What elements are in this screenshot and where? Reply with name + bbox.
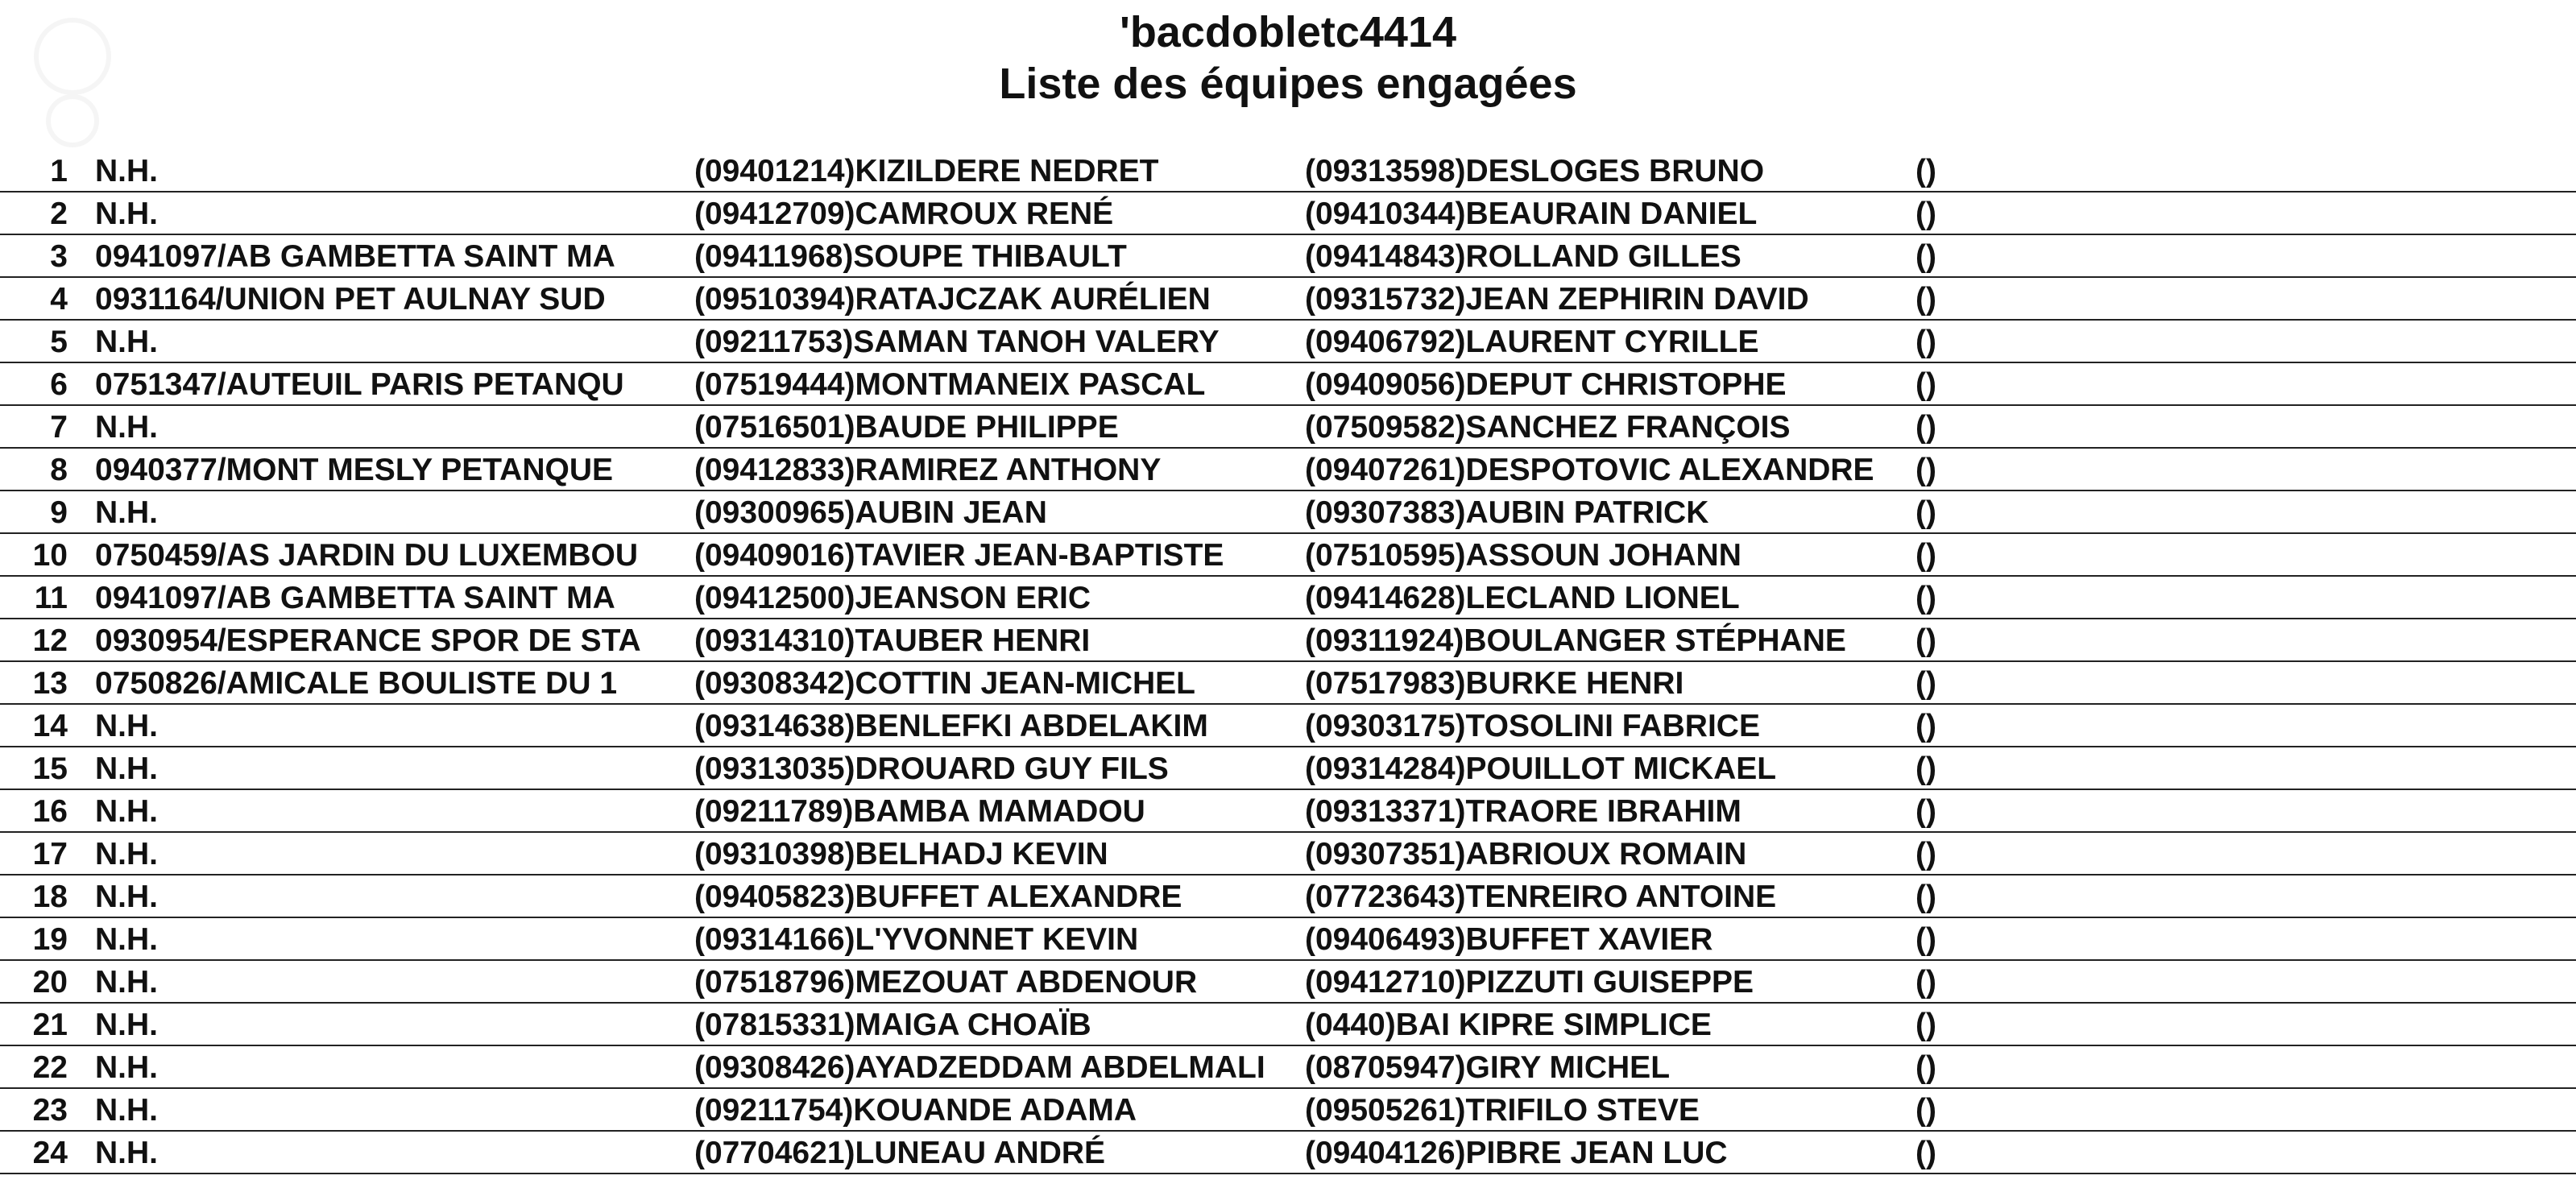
table-row [0, 534, 2576, 577]
team-club: N.H. [95, 495, 158, 530]
document-subtitle: Liste des équipes engagées [999, 60, 1577, 108]
team-number: 24 [32, 1136, 68, 1170]
team-player-1: (09314638)BENLEFKI ABDELAKIM [694, 709, 1208, 743]
team-club: 0940377/MONT MESLY PETANQUE [95, 453, 614, 487]
table-row [0, 790, 2576, 833]
team-number: 6 [50, 367, 68, 402]
team-number: 22 [32, 1050, 68, 1085]
team-club: N.H. [95, 922, 158, 957]
team-player-2: (09404126)PIBRE JEAN LUC [1305, 1136, 1728, 1170]
table-row [0, 705, 2576, 747]
team-player-1: (07519444)MONTMANEIX PASCAL [694, 367, 1206, 402]
team-club: 0750459/AS JARDIN DU LUXEMBOU [95, 538, 639, 573]
team-extra: () [1915, 1008, 1936, 1042]
team-club: 0941097/AB GAMBETTA SAINT MA [95, 581, 615, 615]
team-extra: () [1915, 623, 1936, 658]
team-extra: () [1915, 666, 1936, 701]
team-extra: () [1915, 410, 1936, 445]
team-player-2: (09505261)TRIFILO STEVE [1305, 1093, 1700, 1128]
table-row [0, 1004, 2576, 1046]
team-player-1: (09510394)RATAJCZAK AURÉLIEN [694, 282, 1211, 317]
team-player-1: (09308342)COTTIN JEAN-MICHEL [694, 666, 1195, 701]
table-row [0, 278, 2576, 321]
team-club: N.H. [95, 1008, 158, 1042]
team-player-1: (09211753)SAMAN TANOH VALERY [694, 325, 1220, 359]
team-extra: () [1915, 154, 1936, 188]
table-row [0, 235, 2576, 278]
team-player-2: (09414628)LECLAND LIONEL [1305, 581, 1740, 615]
team-player-2: (09311924)BOULANGER STÉPHANE [1305, 623, 1846, 658]
team-number: 16 [32, 794, 68, 829]
document-header [0, 6, 2576, 110]
table-row [0, 619, 2576, 662]
table-row [0, 449, 2576, 491]
team-number: 5 [50, 325, 68, 359]
table-row [0, 747, 2576, 790]
team-extra: () [1915, 581, 1936, 615]
team-club: 0941097/AB GAMBETTA SAINT MA [95, 239, 615, 274]
team-player-1: (09412709)CAMROUX RENÉ [694, 197, 1114, 231]
team-extra: () [1915, 282, 1936, 317]
team-extra: () [1915, 453, 1936, 487]
team-number: 4 [50, 282, 68, 317]
team-player-2: (09409056)DEPUT CHRISTOPHE [1305, 367, 1787, 402]
team-club: N.H. [95, 325, 158, 359]
team-player-1: (09411968)SOUPE THIBAULT [694, 239, 1127, 274]
table-row [0, 833, 2576, 875]
team-player-2: (07510595)ASSOUN JOHANN [1305, 538, 1741, 573]
team-club: N.H. [95, 880, 158, 914]
team-number: 9 [50, 495, 68, 530]
team-player-1: (07516501)BAUDE PHILIPPE [694, 410, 1119, 445]
team-club: 0930954/ESPERANCE SPOR DE STA [95, 623, 641, 658]
table-row [0, 406, 2576, 449]
team-player-2: (09414843)ROLLAND GILLES [1305, 239, 1741, 274]
team-club: 0751347/AUTEUIL PARIS PETANQU [95, 367, 624, 402]
team-player-1: (07518796)MEZOUAT ABDENOUR [694, 965, 1198, 1000]
team-club: 0931164/UNION PET AULNAY SUD [95, 282, 606, 317]
team-player-2: (09406792)LAURENT CYRILLE [1305, 325, 1759, 359]
team-player-1: (09308426)AYADZEDDAM ABDELMALI [694, 1050, 1265, 1085]
team-player-2: (09410344)BEAURAIN DANIEL [1305, 197, 1758, 231]
team-club: N.H. [95, 410, 158, 445]
team-player-1: (09310398)BELHADJ KEVIN [694, 837, 1108, 871]
team-player-2: (07517983)BURKE HENRI [1305, 666, 1684, 701]
team-player-2: (09313598)DESLOGES BRUNO [1305, 154, 1765, 188]
team-extra: () [1915, 367, 1936, 402]
table-row [0, 875, 2576, 918]
team-club: N.H. [95, 965, 158, 1000]
teams-table [0, 150, 2576, 1174]
team-club: N.H. [95, 1050, 158, 1085]
team-player-2: (09307383)AUBIN PATRICK [1305, 495, 1709, 530]
team-extra: () [1915, 880, 1936, 914]
team-number: 14 [32, 709, 68, 743]
team-player-2: (07723643)TENREIRO ANTOINE [1305, 880, 1777, 914]
table-row [0, 577, 2576, 619]
table-row [0, 1132, 2576, 1174]
team-extra: () [1915, 1050, 1936, 1085]
team-player-2: (09303175)TOSOLINI FABRICE [1305, 709, 1760, 743]
team-player-2: (09307351)ABRIOUX ROMAIN [1305, 837, 1747, 871]
team-extra: () [1915, 709, 1936, 743]
team-player-1: (07815331)MAIGA CHOAÏB [694, 1008, 1091, 1042]
team-player-2: (0440)BAI KIPRE SIMPLICE [1305, 1008, 1712, 1042]
team-player-1: (09313035)DROUARD GUY FILS [694, 751, 1169, 786]
team-player-1: (09405823)BUFFET ALEXANDRE [694, 880, 1182, 914]
team-player-1: (09412833)RAMIREZ ANTHONY [694, 453, 1162, 487]
team-player-1: (09211789)BAMBA MAMADOU [694, 794, 1145, 829]
team-extra: () [1915, 239, 1936, 274]
team-player-1: (09401214)KIZILDERE NEDRET [694, 154, 1159, 188]
team-player-1: (09412500)JEANSON ERIC [694, 581, 1091, 615]
team-extra: () [1915, 922, 1936, 957]
team-player-2: (09406493)BUFFET XAVIER [1305, 922, 1713, 957]
team-club: N.H. [95, 1136, 158, 1170]
team-player-2: (09315732)JEAN ZEPHIRIN DAVID [1305, 282, 1809, 317]
team-player-2: (09313371)TRAORE IBRAHIM [1305, 794, 1741, 829]
team-player-1: (09314166)L'YVONNET KEVIN [694, 922, 1139, 957]
team-number: 8 [50, 453, 68, 487]
table-row [0, 192, 2576, 235]
team-player-2: (07509582)SANCHEZ FRANÇOIS [1305, 410, 1791, 445]
team-number: 15 [32, 751, 68, 786]
team-club: N.H. [95, 837, 158, 871]
table-row [0, 150, 2576, 192]
team-number: 13 [32, 666, 68, 701]
team-player-2: (09314284)POUILLOT MICKAEL [1305, 751, 1777, 786]
team-club: N.H. [95, 154, 158, 188]
team-extra: () [1915, 837, 1936, 871]
team-extra: () [1915, 794, 1936, 829]
team-extra: () [1915, 1136, 1936, 1170]
team-player-2: (09407261)DESPOTOVIC ALEXANDRE [1305, 453, 1874, 487]
team-extra: () [1915, 1093, 1936, 1128]
team-extra: () [1915, 325, 1936, 359]
team-club: 0750826/AMICALE BOULISTE DU 1 [95, 666, 618, 701]
team-number: 17 [32, 837, 68, 871]
team-number: 7 [50, 410, 68, 445]
team-club: N.H. [95, 794, 158, 829]
team-number: 18 [32, 880, 68, 914]
team-club: N.H. [95, 197, 158, 231]
team-player-1: (09409016)TAVIER JEAN-BAPTISTE [694, 538, 1224, 573]
team-number: 10 [32, 538, 68, 573]
team-number: 23 [32, 1093, 68, 1128]
team-club: N.H. [95, 709, 158, 743]
table-row [0, 1089, 2576, 1132]
table-row [0, 491, 2576, 534]
table-row [0, 961, 2576, 1004]
team-player-1: (09314310)TAUBER HENRI [694, 623, 1091, 658]
document-title: 'bacdobletc4414 [1119, 8, 1457, 56]
team-number: 12 [32, 623, 68, 658]
table-row [0, 918, 2576, 961]
table-row [0, 321, 2576, 363]
team-number: 20 [32, 965, 68, 1000]
table-row [0, 363, 2576, 406]
team-club: N.H. [95, 751, 158, 786]
team-extra: () [1915, 197, 1936, 231]
team-player-2: (09412710)PIZZUTI GUISEPPE [1305, 965, 1754, 1000]
team-number: 11 [34, 581, 68, 615]
team-extra: () [1915, 965, 1936, 1000]
team-extra: () [1915, 538, 1936, 573]
team-number: 1 [50, 154, 68, 188]
team-number: 2 [50, 197, 68, 231]
table-row [0, 662, 2576, 705]
team-player-2: (08705947)GIRY MICHEL [1305, 1050, 1671, 1085]
team-number: 21 [32, 1008, 68, 1042]
team-number: 3 [50, 239, 68, 274]
team-number: 19 [32, 922, 68, 957]
team-player-1: (09300965)AUBIN JEAN [694, 495, 1047, 530]
team-extra: () [1915, 751, 1936, 786]
team-extra: () [1915, 495, 1936, 530]
table-row [0, 1046, 2576, 1089]
team-player-1: (07704621)LUNEAU ANDRÉ [694, 1136, 1106, 1170]
team-player-1: (09211754)KOUANDE ADAMA [694, 1093, 1137, 1128]
team-club: N.H. [95, 1093, 158, 1128]
